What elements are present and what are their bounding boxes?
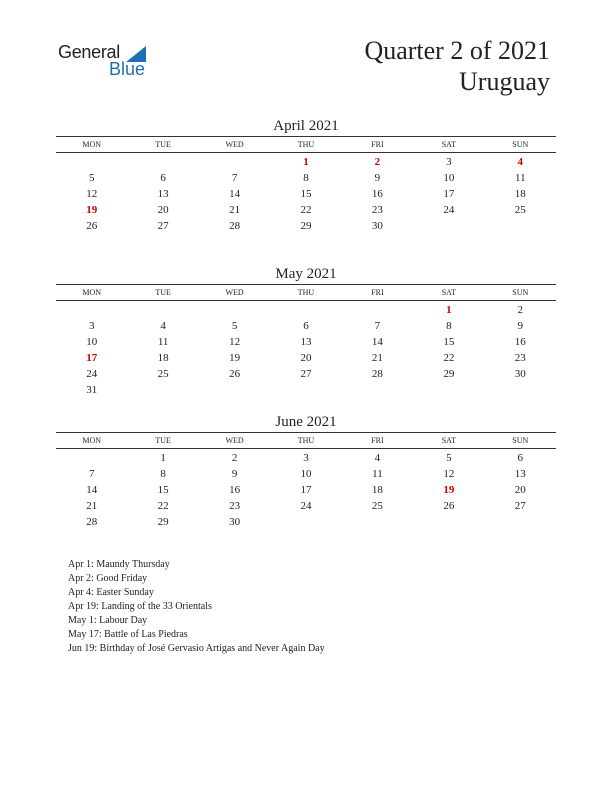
- weekday-label: THU: [297, 436, 315, 445]
- day-cell: 22: [443, 352, 455, 364]
- weekday-label: FRI: [371, 288, 384, 297]
- holiday-entry: Apr 4: Easter Sunday: [68, 587, 154, 598]
- day-cell: 27: [300, 368, 312, 380]
- day-cell: 8: [160, 468, 166, 480]
- week-row: [56, 170, 556, 186]
- day-cell: 21: [229, 204, 241, 216]
- day-cell: 31: [86, 384, 98, 396]
- week-row: [56, 466, 556, 482]
- weekday-label: TUE: [155, 288, 171, 297]
- day-cell: 8: [446, 320, 452, 332]
- empty-day-cell: [199, 154, 270, 170]
- day-cell: 24: [86, 368, 98, 380]
- weekday-label: WED: [225, 436, 244, 445]
- week-row: [56, 318, 556, 334]
- day-cell: 4: [374, 452, 381, 464]
- day-cell: 11: [157, 336, 169, 348]
- empty-day-cell: [485, 514, 556, 530]
- day-cell: 12: [443, 468, 455, 480]
- day-cell: 6: [160, 172, 166, 184]
- day-cell: 17: [86, 352, 98, 364]
- day-cell: 28: [229, 220, 241, 232]
- empty-day-cell: [413, 382, 484, 398]
- day-cell: 24: [443, 204, 455, 216]
- quarter-title: Quarter 2 of 2021: [364, 36, 550, 65]
- day-cell: 28: [371, 368, 383, 380]
- holiday-entry: May 17: Battle of Las Piedras: [68, 629, 188, 640]
- weekday-label: THU: [297, 140, 315, 149]
- day-cell: 19: [443, 484, 455, 496]
- weekday-header: [56, 136, 556, 153]
- day-cell: 8: [303, 172, 309, 184]
- day-cell: 25: [157, 368, 169, 380]
- day-cell: 23: [229, 500, 241, 512]
- empty-day-cell: [413, 514, 484, 530]
- month-title: May 2021: [275, 266, 337, 282]
- day-cell: 2: [517, 304, 524, 316]
- day-cell: 14: [371, 336, 383, 348]
- week-row: [56, 514, 556, 530]
- empty-day-cell: [342, 514, 413, 530]
- day-cell: 22: [157, 500, 169, 512]
- empty-day-cell: [342, 382, 413, 398]
- weekday-label: MON: [82, 436, 102, 445]
- day-cell: 26: [86, 220, 98, 232]
- empty-day-cell: [485, 382, 556, 398]
- day-cell: 21: [86, 500, 98, 512]
- empty-day-cell: [485, 218, 556, 234]
- month-april: [56, 116, 556, 234]
- holiday-entry: May 1: Labour Day: [68, 615, 148, 626]
- weekday-label: WED: [225, 288, 244, 297]
- day-cell: 27: [157, 220, 169, 232]
- day-cell: 22: [300, 204, 312, 216]
- day-cell: 3: [88, 320, 95, 332]
- day-cell: 5: [88, 172, 95, 184]
- empty-day-cell: [56, 450, 127, 466]
- weekday-label: WED: [225, 140, 244, 149]
- month-june: [56, 412, 556, 530]
- holiday-entry: Apr 19: Landing of the 33 Orientals: [68, 601, 212, 612]
- holiday-list: [68, 558, 325, 656]
- empty-day-cell: [413, 218, 484, 234]
- day-cell: 14: [229, 188, 241, 200]
- day-cell: 9: [374, 172, 381, 184]
- day-cell: 13: [300, 336, 312, 348]
- weekday-label: SUN: [512, 288, 529, 297]
- day-cell: 23: [514, 352, 526, 364]
- day-cell: 23: [371, 204, 383, 216]
- weekday-header: [56, 432, 556, 449]
- week-row: [56, 186, 556, 202]
- day-cell: 13: [514, 468, 526, 480]
- day-cell: 20: [157, 204, 169, 216]
- month-may: [56, 264, 556, 398]
- day-cell: 3: [446, 156, 452, 168]
- weekday-label: SAT: [441, 288, 456, 297]
- day-cell: 5: [446, 452, 452, 464]
- day-cell: 7: [88, 468, 95, 480]
- day-cell: 28: [86, 516, 98, 528]
- day-cell: 18: [157, 352, 169, 364]
- day-cell: 13: [157, 188, 169, 200]
- day-cell: 19: [229, 352, 241, 364]
- day-cell: 16: [514, 336, 526, 348]
- logo-word-general: General: [58, 42, 120, 62]
- day-cell: 3: [303, 452, 309, 464]
- empty-day-cell: [270, 382, 341, 398]
- day-cell: 18: [514, 188, 526, 200]
- day-cell: 4: [517, 156, 524, 168]
- day-cell: 7: [374, 320, 381, 332]
- day-cell: 10: [86, 336, 98, 348]
- day-cell: 1: [446, 304, 452, 316]
- day-cell: 11: [372, 468, 383, 480]
- day-cell: 5: [231, 320, 238, 332]
- day-cell: 30: [514, 368, 526, 380]
- weekday-label: THU: [297, 288, 315, 297]
- empty-day-cell: [127, 302, 198, 318]
- day-cell: 16: [371, 188, 383, 200]
- day-cell: 18: [371, 484, 383, 496]
- week-row: [56, 482, 556, 498]
- week-row: [56, 302, 556, 318]
- day-cell: 27: [514, 500, 526, 512]
- empty-day-cell: [56, 302, 127, 318]
- month-title: June 2021: [275, 414, 337, 430]
- weekday-label: FRI: [371, 140, 384, 149]
- day-cell: 24: [300, 500, 312, 512]
- day-cell: 29: [157, 516, 169, 528]
- empty-day-cell: [199, 382, 270, 398]
- day-cell: 12: [229, 336, 241, 348]
- month-title: April 2021: [273, 118, 339, 134]
- empty-day-cell: [342, 302, 413, 318]
- weekday-label: SUN: [512, 436, 529, 445]
- day-cell: 25: [514, 204, 526, 216]
- day-cell: 21: [371, 352, 383, 364]
- day-cell: 1: [160, 452, 166, 464]
- weekday-label: FRI: [371, 436, 384, 445]
- logo-word-blue: Blue: [109, 59, 146, 79]
- day-cell: 26: [229, 368, 241, 380]
- day-cell: 2: [231, 452, 238, 464]
- day-cell: 15: [157, 484, 169, 496]
- day-cell: 1: [303, 156, 309, 168]
- day-cell: 10: [300, 468, 312, 480]
- holiday-entry: Apr 2: Good Friday: [68, 573, 148, 584]
- weekday-label: MON: [82, 288, 102, 297]
- day-cell: 9: [231, 468, 238, 480]
- weekday-label: SUN: [512, 140, 529, 149]
- week-row: [56, 366, 556, 382]
- weekday-label: SAT: [441, 436, 456, 445]
- day-cell: 6: [303, 320, 309, 332]
- day-cell: 30: [371, 220, 383, 232]
- day-cell: 29: [443, 368, 455, 380]
- weekday-label: TUE: [155, 436, 171, 445]
- day-cell: 25: [371, 500, 383, 512]
- weekday-label: TUE: [155, 140, 171, 149]
- week-row: [56, 382, 556, 398]
- holiday-entry: Apr 1: Maundy Thursday: [68, 559, 170, 570]
- day-cell: 20: [514, 484, 526, 496]
- day-cell: 6: [517, 452, 524, 464]
- weekday-label: MON: [82, 140, 102, 149]
- day-cell: 11: [514, 172, 526, 184]
- day-cell: 12: [86, 188, 98, 200]
- day-cell: 15: [443, 336, 455, 348]
- day-cell: 26: [443, 500, 455, 512]
- week-row: [56, 154, 556, 170]
- week-row: [56, 350, 556, 366]
- day-cell: 29: [300, 220, 312, 232]
- day-cell: 9: [517, 320, 524, 332]
- day-cell: 14: [86, 484, 98, 496]
- country-title: Uruguay: [459, 67, 550, 96]
- week-row: [56, 334, 556, 350]
- empty-day-cell: [199, 302, 270, 318]
- week-row: [56, 202, 556, 218]
- empty-day-cell: [270, 302, 341, 318]
- day-cell: 17: [443, 188, 455, 200]
- week-row: [56, 450, 556, 466]
- day-cell: 16: [229, 484, 241, 496]
- page-title: [364, 36, 550, 98]
- day-cell: 17: [300, 484, 312, 496]
- day-cell: 7: [231, 172, 238, 184]
- holiday-entry: Jun 19: Birthday of José Gervasio Artigas and Never Again Day: [68, 643, 325, 654]
- day-cell: 19: [86, 204, 98, 216]
- weekday-header: [56, 284, 556, 301]
- week-row: [56, 218, 556, 234]
- day-cell: 4: [160, 320, 166, 332]
- week-row: [56, 498, 556, 514]
- empty-day-cell: [127, 382, 198, 398]
- day-cell: 20: [300, 352, 312, 364]
- day-cell: 30: [229, 516, 241, 528]
- day-cell: 2: [374, 156, 381, 168]
- empty-day-cell: [127, 154, 198, 170]
- empty-day-cell: [270, 514, 341, 530]
- day-cell: 15: [300, 188, 312, 200]
- empty-day-cell: [56, 154, 127, 170]
- day-cell: 10: [443, 172, 455, 184]
- weekday-label: SAT: [441, 140, 456, 149]
